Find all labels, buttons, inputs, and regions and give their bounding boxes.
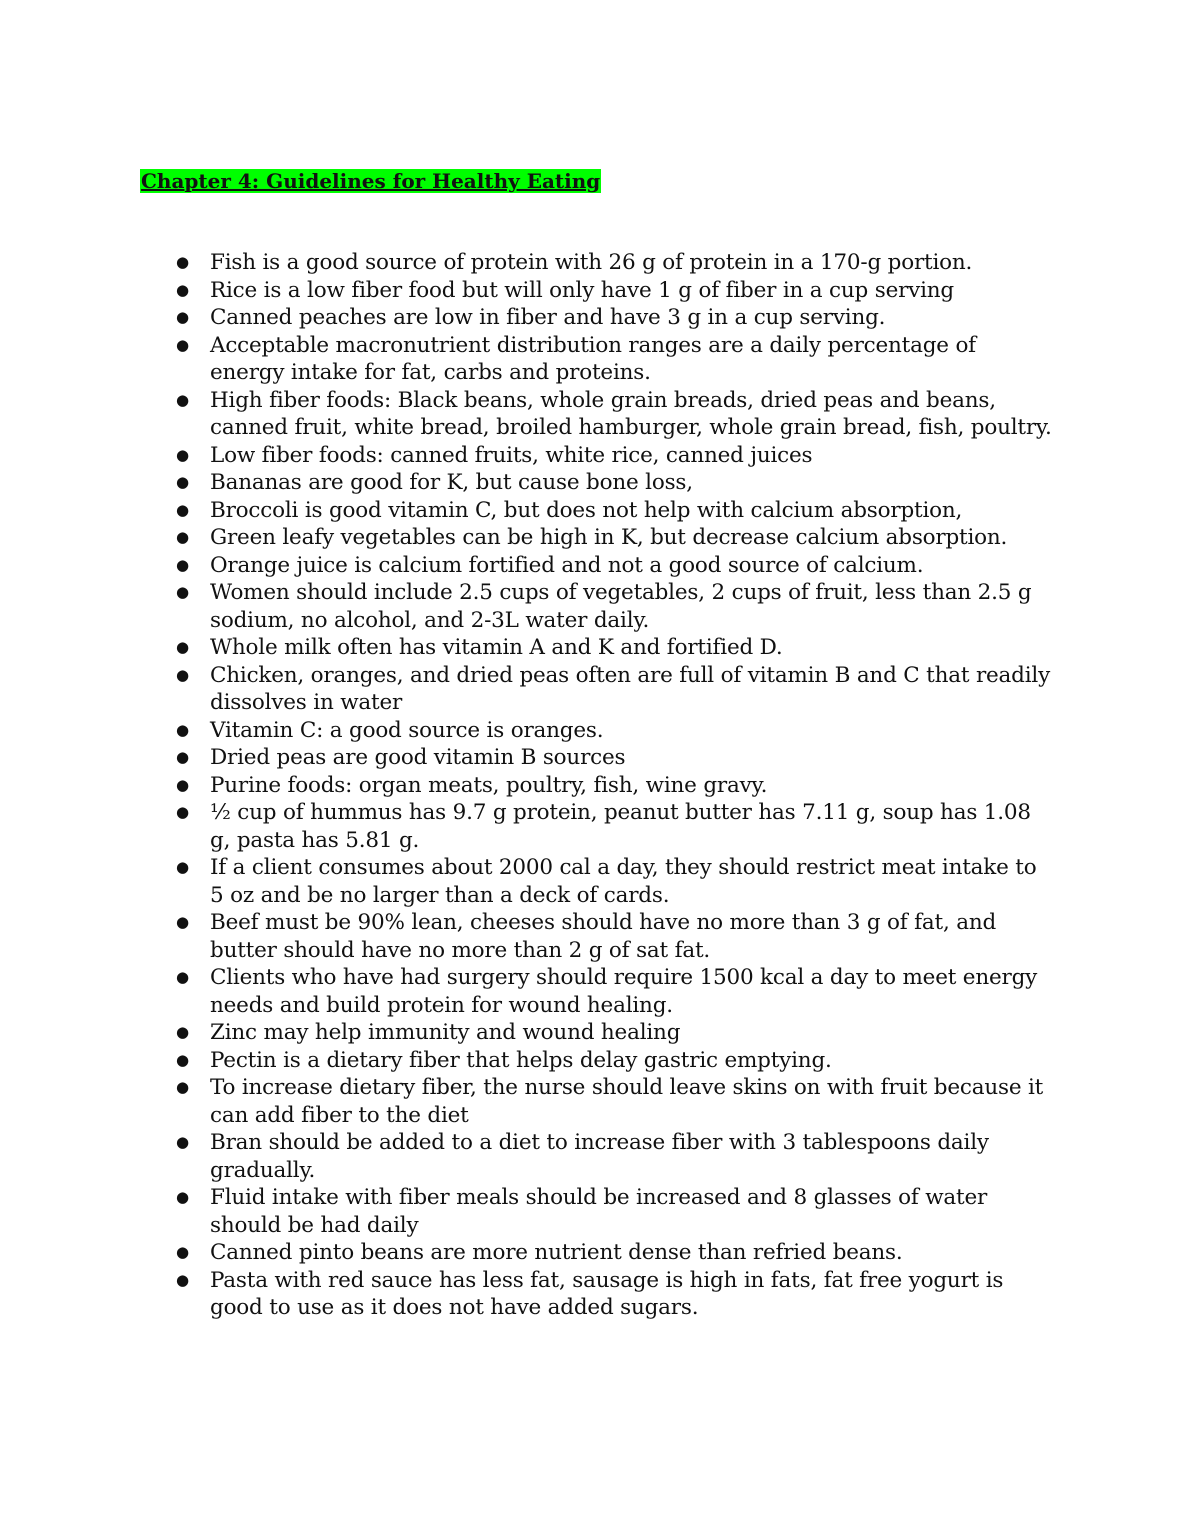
bullet-icon: ● [176, 638, 189, 656]
bullet-icon: ● [176, 583, 189, 601]
note-item [176, 387, 1056, 442]
note-item-text: Purine foods: organ meats, poultry, fish, wine gravy. [210, 772, 768, 798]
note-item-text: Women should include 2.5 cups of vegetables, 2 cups of fruit, less than 2.5 g sodium, no alcohol, and 2-3L water daily. [210, 580, 1032, 633]
note-item [176, 1047, 1056, 1075]
bullet-icon: ● [176, 913, 189, 931]
note-item [176, 524, 1056, 552]
note-item-text: Chicken, oranges, and dried peas often are full of vitamin B and C that readily dissolves in water [210, 662, 1051, 715]
bullet-icon: ● [176, 280, 189, 299]
note-item-text: Pasta with red sauce has less fat, sausage is high in fats, fat free yogurt is good to use as it does not have added sugars. [210, 1267, 1004, 1320]
note-item [176, 964, 1056, 1019]
note-item [176, 1074, 1056, 1129]
note-item [176, 497, 1056, 525]
note-item-text: Vitamin C: a good source is oranges. [210, 717, 604, 743]
note-item-text: If a client consumes about 2000 cal a day, they should restrict meat intake to 5 oz and be no larger than a deck of cards. [210, 855, 1037, 908]
note-item-text: To increase dietary fiber, the nurse should leave skins on with fruit because it can add fiber to the diet [210, 1075, 1044, 1128]
bullet-icon: ● [176, 968, 189, 986]
note-item-text: Orange juice is calcium fortified and not a good source of calcium. [210, 552, 924, 578]
note-item-text: Green leafy vegetables can be high in K, but decrease calcium absorption. [210, 525, 1008, 550]
note-item [176, 772, 1056, 800]
note-item [176, 442, 1056, 470]
note-item [176, 1019, 1056, 1047]
note-item [176, 854, 1056, 909]
note-item [176, 1184, 1056, 1239]
bullet-icon: ● [176, 1270, 189, 1289]
note-item-text: Low fiber foods: canned fruits, white rice, canned juices [210, 442, 813, 468]
note-item [176, 277, 1056, 305]
note-item [176, 1267, 1056, 1322]
bullet-icon: ● [176, 445, 189, 464]
bullet-icon: ● [176, 308, 189, 326]
bullet-icon: ● [176, 1078, 189, 1096]
note-item [176, 304, 1056, 332]
note-item-text: Fluid intake with fiber meals should be increased and 8 glasses of water should be had daily [210, 1185, 988, 1238]
note-item-text: Acceptable macronutrient distribution ranges are a daily percentage of energy intake for fat, carbs and proteins. [210, 332, 976, 385]
note-item-text: Bran should be added to a diet to increase fiber with 3 tablespoons daily gradually. [210, 1130, 989, 1183]
bullet-icon: ● [176, 473, 189, 491]
bullet-icon: ● [176, 748, 189, 766]
note-item [176, 332, 1056, 387]
note-item-text: Whole milk often has vitamin A and K and fortified D. [210, 635, 783, 660]
note-item-text: Canned peaches are low in fiber and have 3 g in a cup serving. [210, 305, 886, 330]
note-item-text: Broccoli is good vitamin C, but does not help with calcium absorption, [210, 497, 963, 523]
note-item-text: Clients who have had surgery should require 1500 kcal a day to meet energy needs and build protein for wound healing. [210, 965, 1038, 1018]
note-item [176, 469, 1056, 497]
note-item-text: Zinc may help immunity and wound healing [210, 1020, 681, 1045]
note-item-text: Canned pinto beans are more nutrient dense than refried beans. [210, 1240, 903, 1265]
bullet-icon: ● [176, 500, 189, 519]
notes-list [176, 249, 1056, 1322]
note-item-text: Bananas are good for K, but cause bone loss, [210, 470, 693, 495]
note-item [176, 717, 1056, 745]
note-item [176, 1129, 1056, 1184]
note-item-text: Dried peas are good vitamin B sources [210, 745, 626, 770]
note-item [176, 552, 1056, 580]
bullet-icon: ● [176, 253, 189, 271]
note-item-text: High fiber foods: Black beans, whole grain breads, dried peas and beans, canned fruit, white bread, broiled hamburger, whole grain bread, fish, poultry. [210, 387, 1052, 440]
bullet-icon: ● [176, 1133, 189, 1151]
bullet-icon: ● [176, 803, 189, 821]
note-item-text: Fish is a good source of protein with 26 g of protein in a 170-g portion. [210, 250, 973, 275]
bullet-icon: ● [176, 1188, 189, 1206]
note-item [176, 744, 1056, 772]
bullet-icon: ● [176, 665, 189, 684]
note-item [176, 799, 1056, 854]
note-item [176, 662, 1056, 717]
bullet-icon: ● [176, 335, 189, 354]
bullet-icon: ● [176, 528, 189, 546]
note-item [176, 1239, 1056, 1267]
bullet-icon: ● [176, 720, 189, 739]
bullet-icon: ● [176, 858, 189, 876]
note-item [176, 579, 1056, 634]
chapter-title [140, 167, 601, 195]
bullet-icon: ● [176, 1243, 189, 1261]
bullet-icon: ● [176, 775, 189, 794]
bullet-icon: ● [176, 390, 189, 409]
note-item-text: Rice is a low fiber food but will only have 1 g of fiber in a cup serving [210, 277, 954, 303]
note-item-text: Pectin is a dietary fiber that helps delay gastric emptying. [210, 1047, 832, 1073]
bullet-icon: ● [176, 1050, 189, 1069]
note-item [176, 909, 1056, 964]
note-item-text: Beef must be 90% lean, cheeses should have no more than 3 g of fat, and butter should have no more than 2 g of sat fat. [210, 910, 997, 963]
chapter-title-text: Chapter 4: Guidelines for Healthy Eating [141, 169, 601, 193]
bullet-icon: ● [176, 555, 189, 574]
note-item-text: ½ cup of hummus has 9.7 g protein, peanut butter has 7.11 g, soup has 1.08 g, pasta has 5.81 g. [210, 800, 1031, 853]
note-item [176, 634, 1056, 662]
bullet-icon: ● [176, 1023, 189, 1041]
note-item [176, 249, 1056, 277]
